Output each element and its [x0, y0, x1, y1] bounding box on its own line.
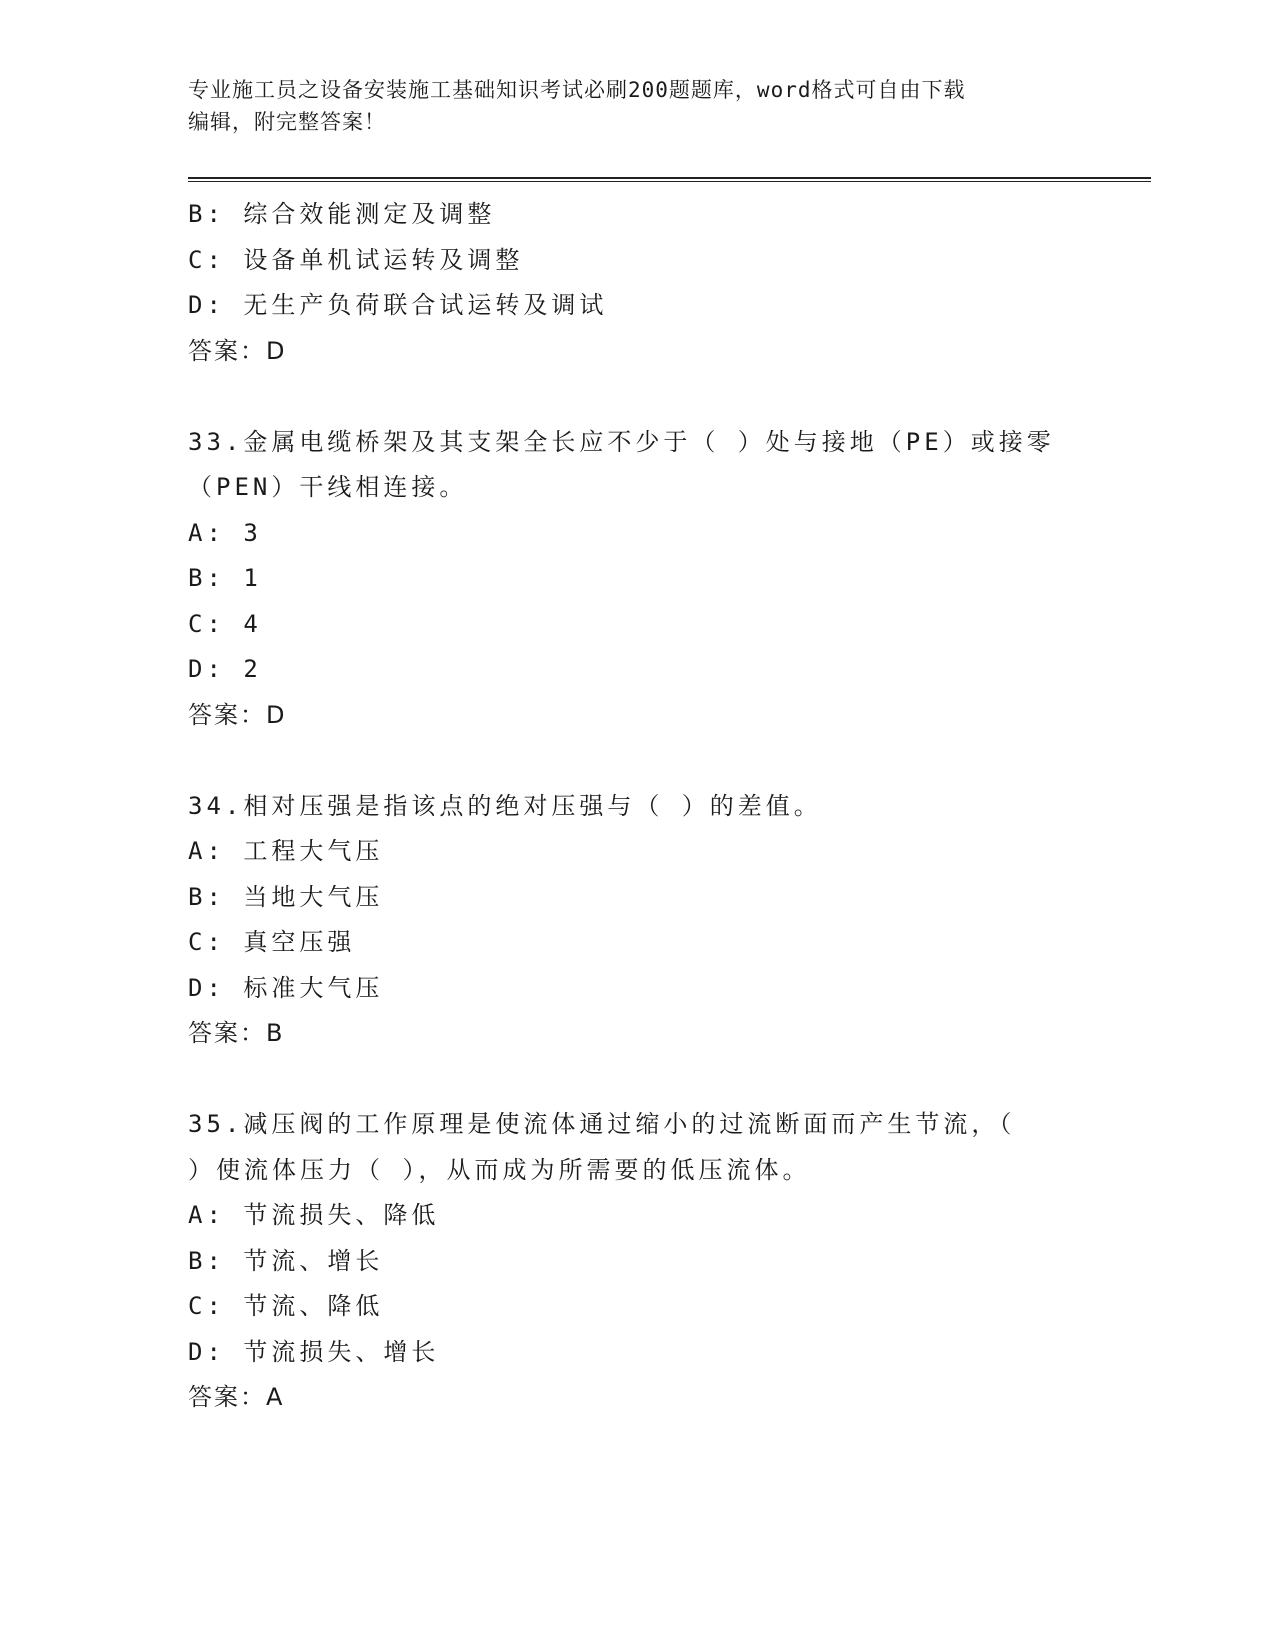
question-35-option-b: B: 节流、增长	[188, 1246, 384, 1275]
header-title-line-1: 专业施工员之设备安装施工基础知识考试必刷200题题库，word格式可自由下载	[188, 78, 966, 102]
question-35-option-c: C: 节流、降低	[188, 1292, 384, 1320]
question-34-option-c: C: 真空压强	[188, 928, 356, 956]
question-33-option-d: D: 2	[188, 655, 262, 683]
question-33-answer: 答案：D	[188, 700, 287, 729]
question-33-option-b: B: 1	[188, 564, 262, 592]
question-32-option-d: D: 无生产负荷联合试运转及调试	[188, 291, 608, 319]
question-35-option-d: D: 节流损失、增长	[188, 1337, 440, 1366]
question-list	[188, 192, 1088, 1421]
question-35	[188, 1102, 1088, 1421]
question-35-stem-line-1: 35.减压阀的工作原理是使流体通过缩小的过流断面而产生节流，（	[188, 1110, 1016, 1138]
question-35-stem-line-2: ）使流体压力（ ），从而成为所需要的低压流体。	[188, 1155, 811, 1184]
question-34-option-b: B: 当地大气压	[188, 882, 384, 911]
question-33-option-a: A: 3	[188, 518, 262, 547]
question-33	[188, 420, 1088, 739]
document-header	[188, 74, 1068, 138]
question-34	[188, 784, 1088, 1057]
question-34-answer: 答案：B	[188, 1019, 285, 1047]
question-34-option-d: D: 标准大气压	[188, 973, 384, 1002]
question-33-stem-line-1: 33.金属电缆桥架及其支架全长应不少于（ ）处与接地（PE）或接零	[188, 427, 1055, 456]
question-34-option-a: A: 工程大气压	[188, 837, 384, 865]
question-32-fragment	[188, 192, 1088, 374]
question-35-option-a: A: 节流损失、降低	[188, 1201, 440, 1229]
question-35-answer: 答案：A	[188, 1383, 285, 1411]
question-spacer	[188, 738, 1088, 784]
question-spacer	[188, 1057, 1088, 1103]
question-33-stem-line-2: （PEN）干线相连接。	[188, 473, 468, 501]
question-32-option-b: B: 综合效能测定及调整	[188, 200, 496, 228]
question-32-option-c: C: 设备单机试运转及调整	[188, 245, 524, 274]
header-title-line-2: 编辑，附完整答案！	[188, 110, 386, 134]
question-spacer	[188, 374, 1088, 420]
question-34-stem-line-1: 34.相对压强是指该点的绝对压强与（ ）的差值。	[188, 791, 822, 820]
question-33-option-c: C: 4	[188, 609, 262, 638]
question-32-answer: 答案：D	[188, 336, 287, 365]
header-divider	[188, 177, 1151, 182]
